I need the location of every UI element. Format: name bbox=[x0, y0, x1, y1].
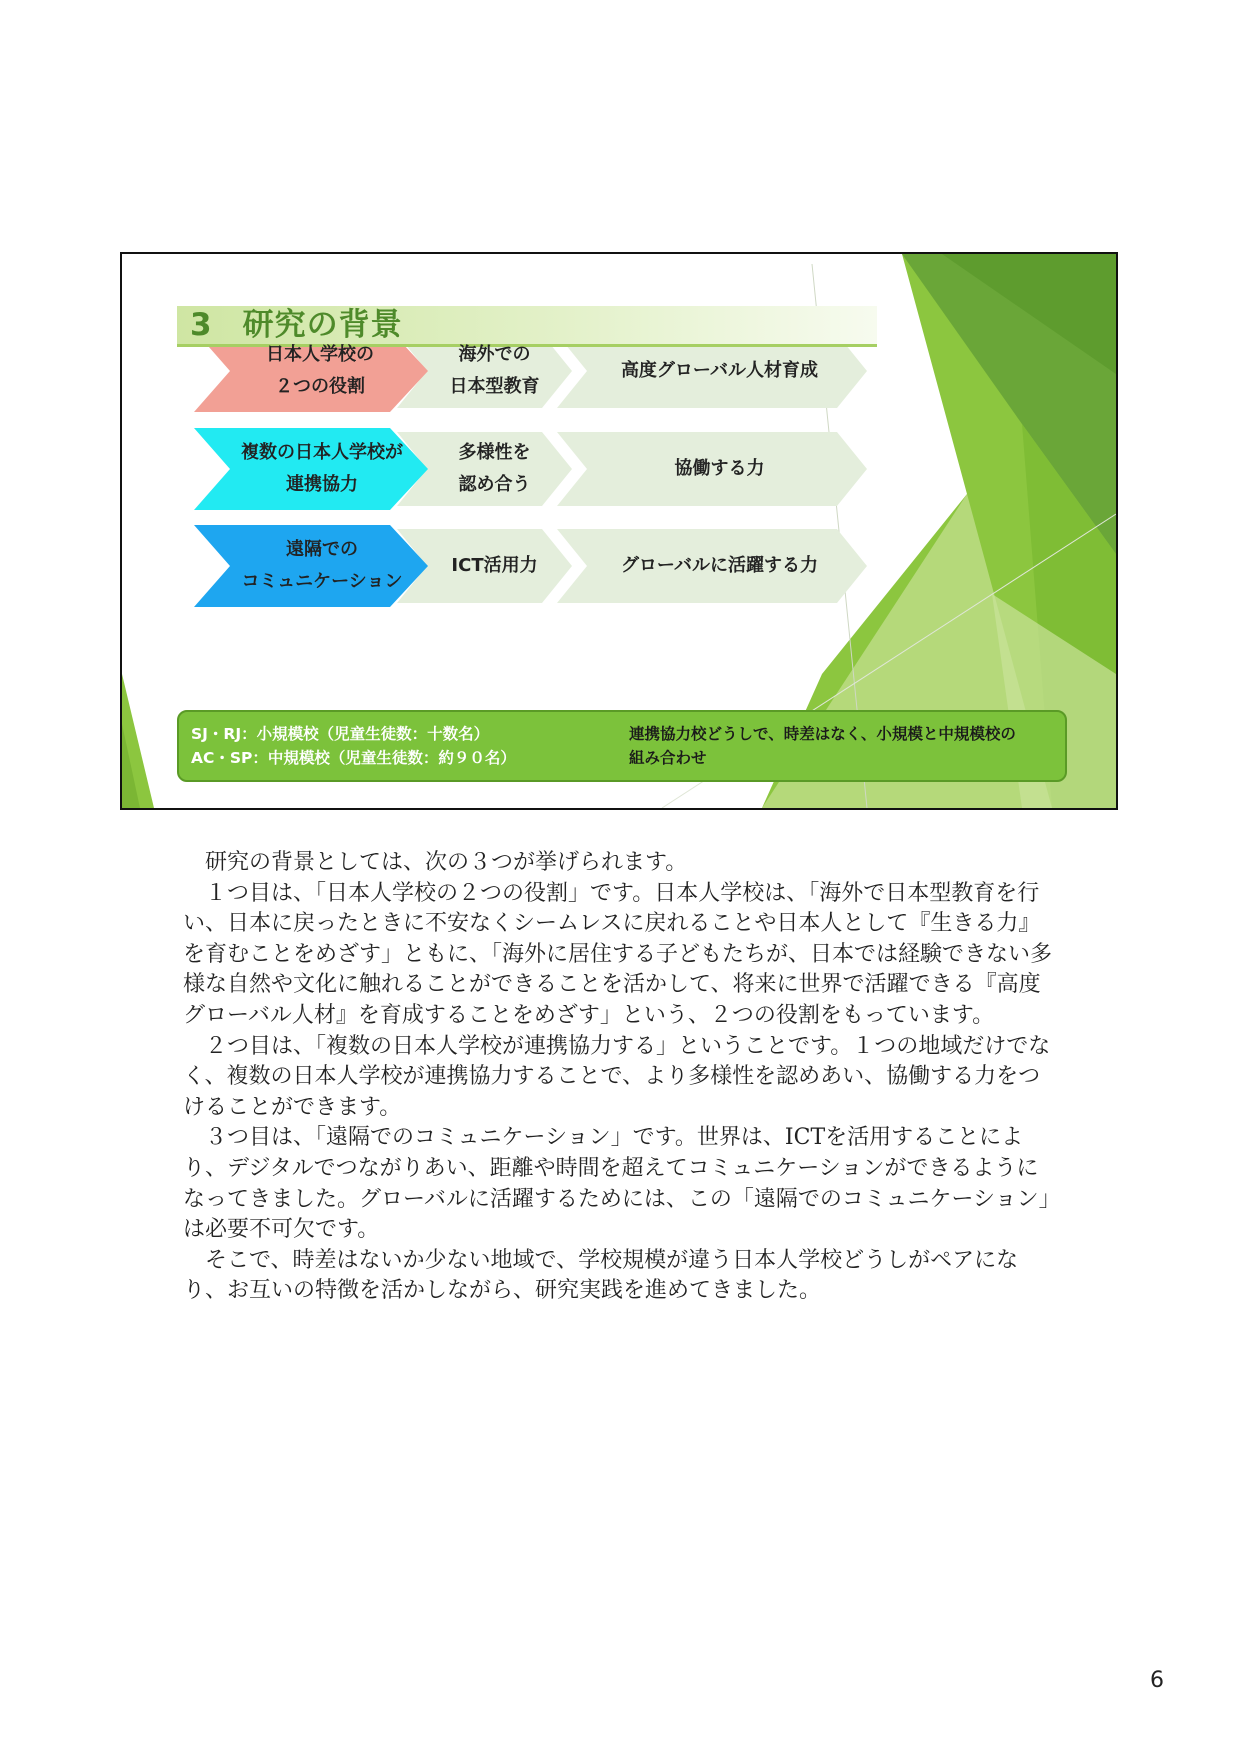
row-3-mid-line-1: ICT活用力 bbox=[451, 555, 538, 576]
row-1-mid-line-2: 日本型教育 bbox=[449, 376, 540, 397]
row-2-head-line-1: 複数の日本人学校が bbox=[241, 442, 403, 463]
row-3-tail-label bbox=[587, 529, 852, 603]
info-note-line-2: 組み合わせ bbox=[629, 749, 707, 767]
body-text bbox=[183, 848, 1053, 1307]
row-2-mid-line-2: 認め合う bbox=[458, 474, 531, 495]
slide-title-number: 3 bbox=[190, 307, 213, 343]
info-box bbox=[177, 710, 1067, 782]
row-2-head-line-2: 連携協力 bbox=[286, 474, 358, 495]
row-2-head-label bbox=[227, 428, 417, 510]
slide-figure bbox=[120, 252, 1118, 810]
paragraph-first-reason: １つ目は、「日本人学校の２つの役割」です。日本人学校は、「海外で日本型教育を行い、日本に戻ったときに不安なくシームレスに戻れることや日本人として『生きる力』を育むことをめざす」ともに、「海外に居住する子どもたちが、日本では経験できない多様な自然や文化に触れることができることを活かして、将来に世界で活躍できる『高度グローバル人材』を育成することをめざす」という、２つの役割をもっています。 bbox=[183, 880, 1053, 1028]
info-note-line-1: 連携協力校どうしで、時差はなく、小規模と中規模校の bbox=[629, 725, 1016, 743]
row-3-tail-text: グローバルに活躍する力 bbox=[620, 555, 819, 576]
row-1-mid-line-1: 海外での bbox=[458, 344, 531, 365]
row-1-head-label bbox=[230, 330, 410, 412]
row-3-head-label bbox=[227, 525, 417, 607]
info-box-pairing-note bbox=[629, 722, 1016, 770]
row-2-mid-line-1: 多様性を bbox=[458, 442, 531, 463]
row-2-tail-text: 協働する力 bbox=[674, 458, 765, 479]
row-1-tail-label bbox=[587, 334, 852, 408]
paragraph-conclusion: そこで、時差はないか少ない地域で、学校規模が違う日本人学校どうしがペアになり、お互いの特徴を活かしながら、研究実践を進めてきました。 bbox=[183, 1247, 1019, 1304]
slide-title-label: 研究の背景 bbox=[242, 307, 403, 343]
info-box-school-sizes bbox=[191, 722, 516, 770]
row-3-head-line-1: 遠隔での bbox=[286, 539, 358, 560]
paragraph-intro: 研究の背景としては、次の３つが挙げられます。 bbox=[205, 850, 688, 875]
row-1-tail-text: 高度グローバル人材育成 bbox=[620, 360, 819, 381]
row-3-head-line-2: コミュニケーション bbox=[241, 571, 403, 592]
paragraph-third-reason: ３つ目は、「遠隔でのコミュニケーション」です。世界は、ICTを活用することにより、デジタルでつながりあい、距離や時間を超えてコミュニケーションができるようになってきました。グローバルに活躍するためには、この「遠隔でのコミュニケーション」は必要不可欠です。 bbox=[183, 1125, 1050, 1243]
row-2-tail-label bbox=[587, 432, 852, 506]
row-1-mid-label bbox=[427, 334, 562, 408]
row-2-mid-label bbox=[427, 432, 562, 506]
info-line-medium-schools: AC・SP：中規模校（児童生徒数：約９０名） bbox=[191, 749, 516, 767]
row-1-head-line-1: 日本人学校の bbox=[266, 344, 374, 365]
row-3-mid-label bbox=[427, 529, 562, 603]
paragraph-second-reason: ２つ目は、「複数の日本人学校が連携協力する」ということです。１つの地域だけでなく、複数の日本人学校が連携協力することで、より多様性を認めあい、協働する力をつけることができます。 bbox=[183, 1033, 1051, 1120]
info-line-small-schools: SJ・RJ：小規模校（児童生徒数：十数名） bbox=[191, 725, 490, 743]
page-number: 6 bbox=[1150, 1668, 1164, 1693]
row-1-head-line-2: ２つの役割 bbox=[275, 376, 365, 397]
